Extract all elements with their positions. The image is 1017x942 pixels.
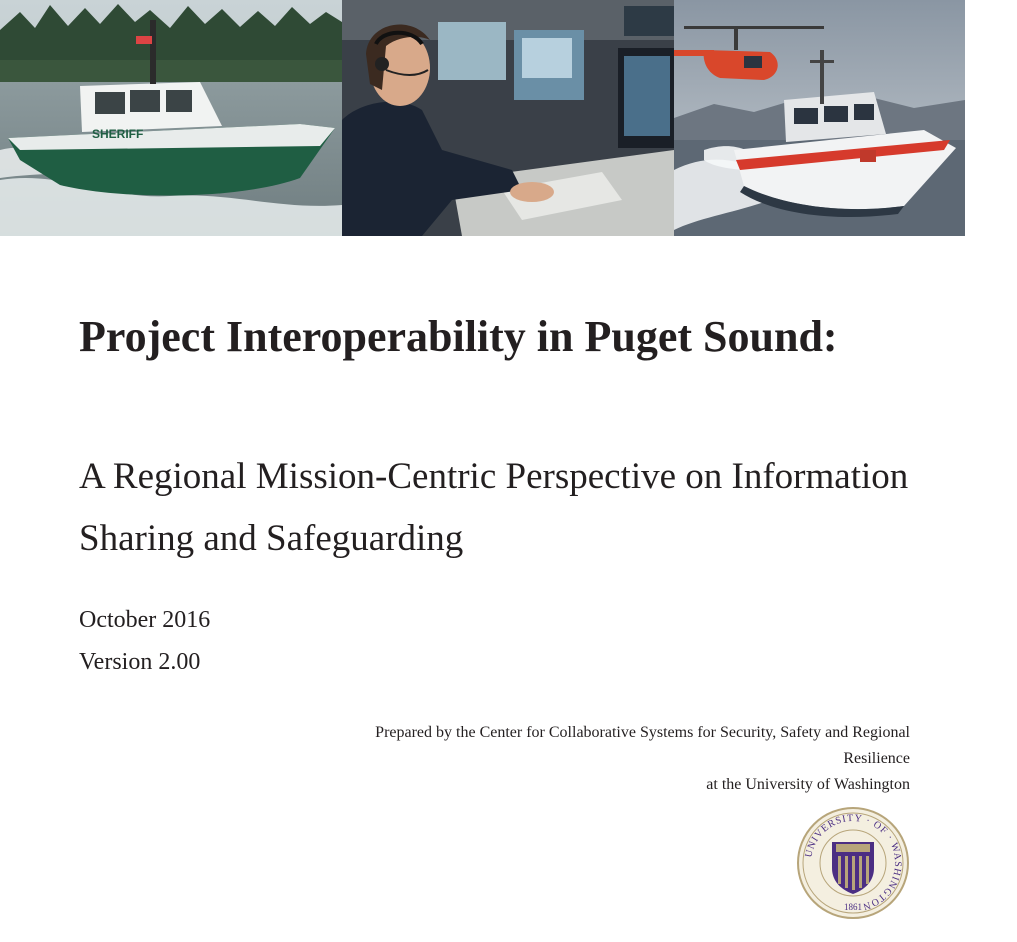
document-version: Version 2.00 bbox=[79, 649, 201, 675]
sheriff-boat-photo bbox=[0, 0, 342, 236]
seal-ring-text: UNIVERSITY · OF · WASHINGTON bbox=[803, 812, 904, 912]
sheriff-label: SHERIFF bbox=[92, 127, 144, 141]
document-subtitle: A Regional Mission-Centric Perspective on Information Sharing and Safeguarding bbox=[79, 456, 909, 559]
dispatch-operator-photo bbox=[342, 0, 674, 236]
prepared-by-line-2: Resilience bbox=[843, 750, 910, 767]
cover-photo-strip bbox=[0, 0, 965, 236]
document-title: Project Interoperability in Puget Sound: bbox=[79, 312, 838, 361]
coast-guard-photo bbox=[674, 0, 965, 236]
prepared-by-line-3: at the University of Washington bbox=[706, 776, 910, 793]
prepared-by-line-1: Prepared by the Center for Collaborative Systems for Security, Safety and Regional bbox=[375, 724, 910, 741]
university-seal bbox=[796, 806, 910, 920]
seal-year: 1861 bbox=[844, 902, 862, 912]
publication-date: October 2016 bbox=[79, 607, 211, 633]
prepared-by-statement bbox=[200, 720, 910, 798]
